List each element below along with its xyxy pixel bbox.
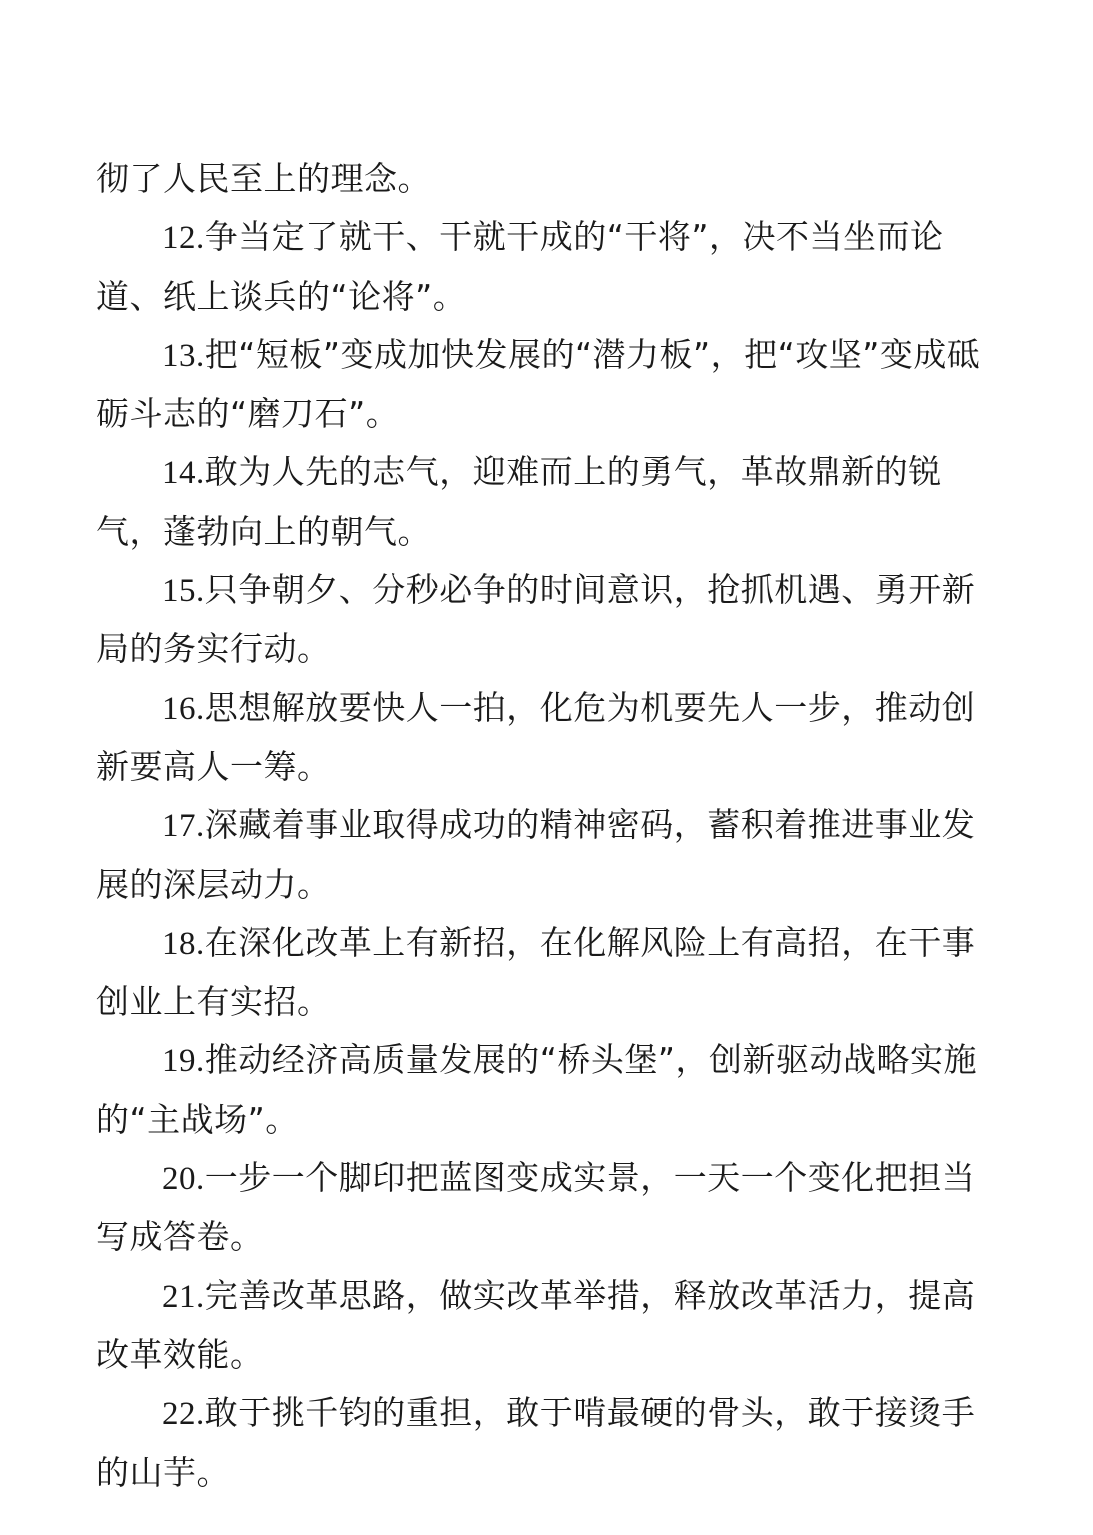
item-text: 思想解放要快人一拍，化危为机要先人一步，推动创新要高人一筹。 bbox=[96, 687, 976, 786]
item-text: 深藏着事业取得成功的精神密码，蓄积着推进事业发展的深层动力。 bbox=[96, 805, 976, 904]
item-text: 把“短板”变成加快发展的“潜力板”，把“攻坚”变成砥砺斗志的“磨刀石”。 bbox=[96, 334, 981, 434]
list-item bbox=[96, 679, 1006, 797]
item-text: 只争朝夕、分秒必争的时间意识，抢抓机遇、勇开新局的务实行动。 bbox=[96, 570, 976, 669]
item-number: 21. bbox=[162, 1278, 205, 1315]
item-number: 20. bbox=[162, 1161, 205, 1198]
item-text: 敢为人先的志气，迎难而上的勇气，革故鼎新的锐气，蓬勃向上的朝气。 bbox=[96, 452, 942, 551]
item-number: 18. bbox=[162, 925, 205, 962]
item-number: 22. bbox=[162, 1396, 205, 1433]
item-text: 推动经济高质量发展的“桥头堡”，创新驱动战略实施的“主战场”。 bbox=[96, 1040, 977, 1139]
item-text: 争当定了就干、干就干成的“干将”，决不当坐而论道、纸上谈兵的“论将”。 bbox=[96, 217, 944, 316]
item-number: 16. bbox=[162, 690, 205, 727]
list-item bbox=[96, 914, 1006, 1032]
list-item bbox=[96, 1031, 1006, 1149]
item-number: 17. bbox=[162, 808, 205, 845]
item-number: 15. bbox=[162, 573, 205, 610]
item-number: 13. bbox=[162, 337, 205, 374]
item-text: 一步一个脚印把蓝图变成实景，一天一个变化把担当写成答卷。 bbox=[96, 1158, 976, 1257]
document-body bbox=[96, 150, 1006, 1502]
continuation-paragraph: 彻了人民至上的理念。 bbox=[96, 159, 431, 198]
list-item bbox=[96, 796, 1006, 914]
item-text: 敢于挑千钧的重担，敢于啃最硬的骨头，敢于接烫手的山芋。 bbox=[96, 1393, 976, 1492]
list-item bbox=[96, 208, 1006, 326]
list-item bbox=[96, 326, 1006, 444]
item-number: 12. bbox=[162, 220, 205, 257]
list-item bbox=[96, 561, 1006, 679]
list-item bbox=[96, 1384, 1006, 1502]
item-text: 在深化改革上有新招，在化解风险上有高招，在干事创业上有实招。 bbox=[96, 922, 976, 1022]
item-number: 19. bbox=[162, 1043, 205, 1080]
list-item bbox=[96, 1267, 1006, 1385]
item-text: 完善改革思路，做实改革举措，释放改革活力，提高改革效能。 bbox=[96, 1275, 976, 1374]
item-number: 14. bbox=[162, 455, 205, 492]
list-item bbox=[96, 443, 1006, 561]
list-item bbox=[96, 1149, 1006, 1267]
